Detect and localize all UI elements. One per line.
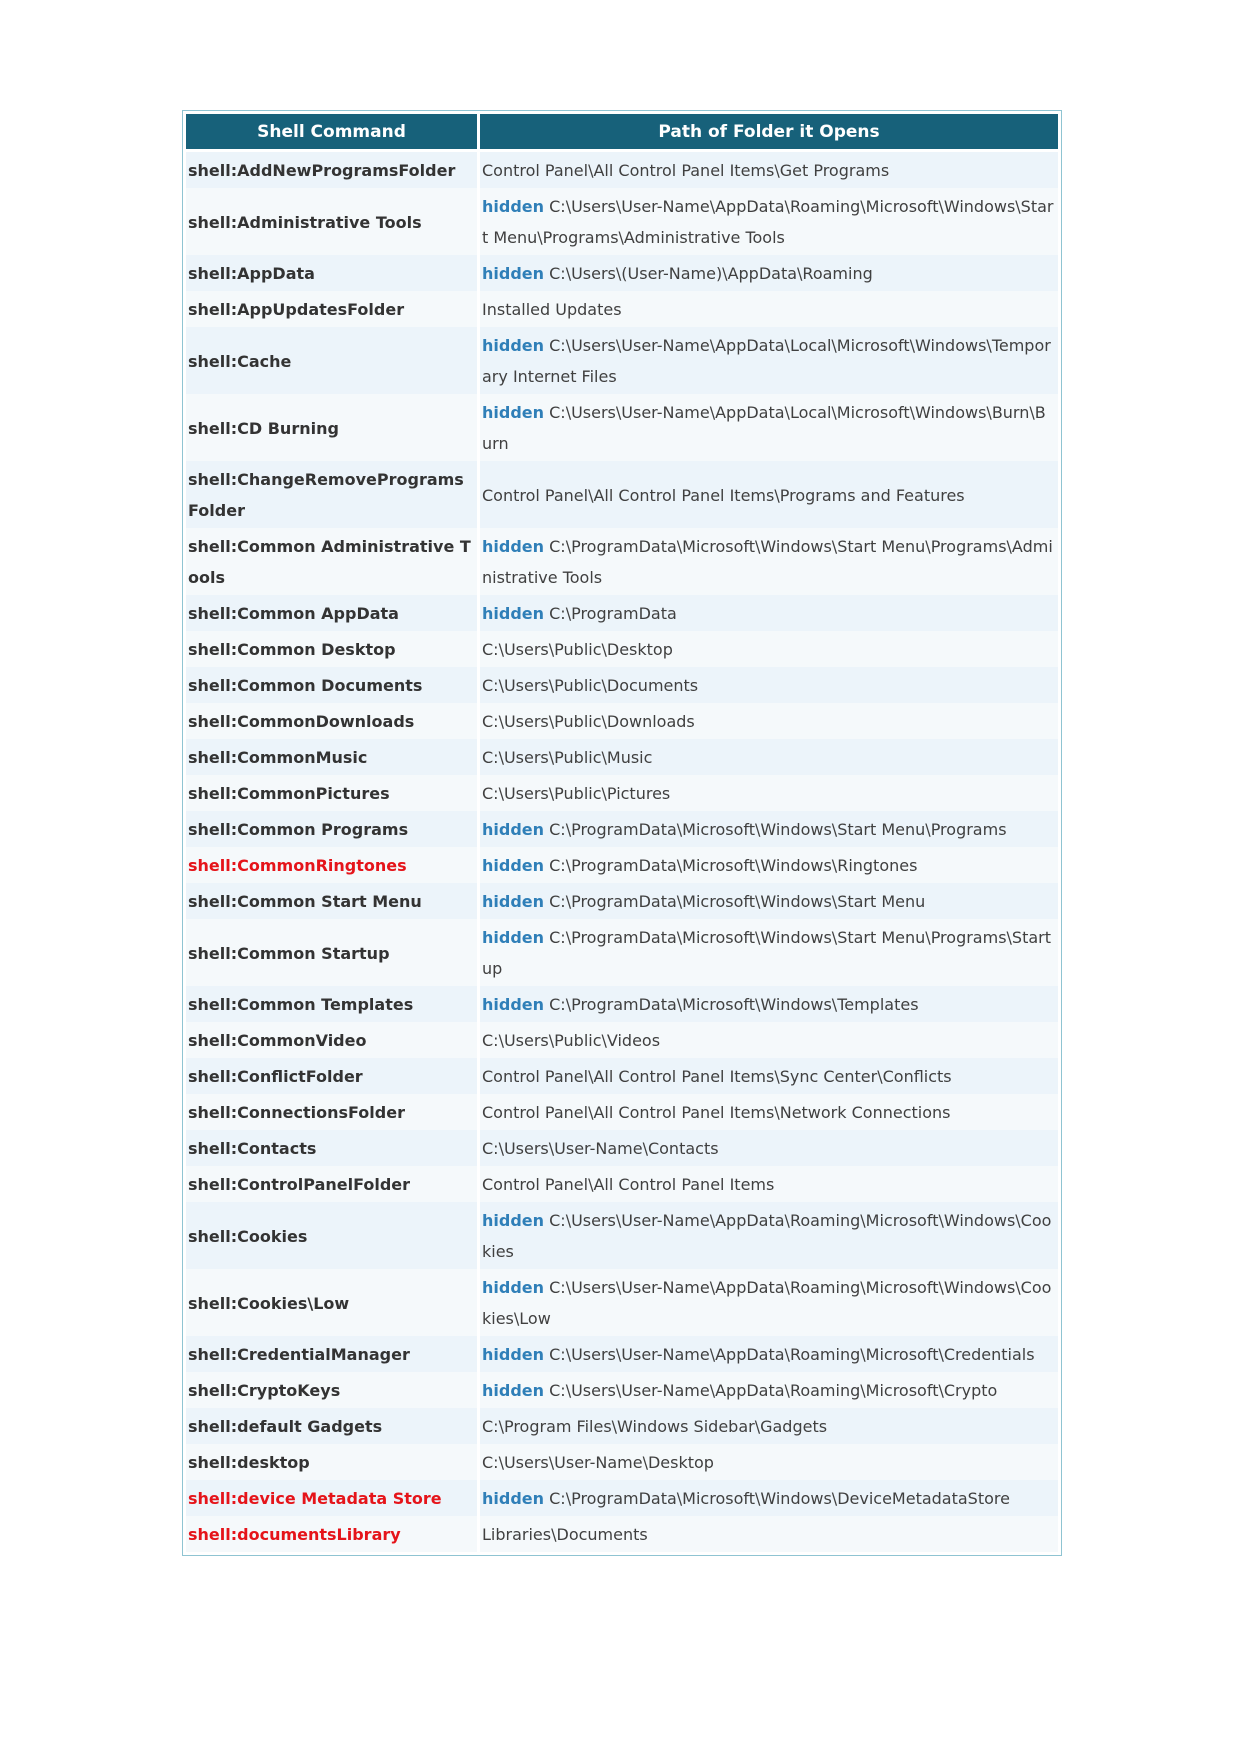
folder-path-cell xyxy=(480,739,1058,775)
shell-command-cell: shell:AppUpdatesFolder xyxy=(186,291,477,327)
folder-path-cell xyxy=(480,528,1058,595)
folder-path-cell xyxy=(480,775,1058,811)
hidden-label: hidden xyxy=(482,604,545,623)
shell-command-cell: shell:Cache xyxy=(186,327,477,394)
table-row xyxy=(186,667,1058,703)
folder-path-text: C:\Users\User-Name\AppData\Local\Microsoft\Windows\Burn\Burn xyxy=(482,403,1046,453)
folder-path-cell xyxy=(480,986,1058,1022)
folder-path-text: Control Panel\All Control Panel Items\Network Connections xyxy=(482,1103,951,1122)
shell-command-cell: shell:ChangeRemoveProgramsFolder xyxy=(186,461,477,528)
folder-path-text: C:\ProgramData\Microsoft\Windows\Start Menu\Programs xyxy=(549,820,1007,839)
shell-command-cell: shell:CommonVideo xyxy=(186,1022,477,1058)
hidden-label: hidden xyxy=(482,995,545,1014)
hidden-label: hidden xyxy=(482,928,545,947)
table-row xyxy=(186,1269,1058,1336)
hidden-label: hidden xyxy=(482,1381,545,1400)
table-row xyxy=(186,1444,1058,1480)
folder-path-cell xyxy=(480,1336,1058,1372)
folder-path-cell xyxy=(480,327,1058,394)
folder-path-cell xyxy=(480,1372,1058,1408)
folder-path-cell xyxy=(480,1130,1058,1166)
folder-path-cell xyxy=(480,847,1058,883)
table-header-row xyxy=(186,114,1058,152)
column-header-folder-path: Path of Folder it Opens xyxy=(480,114,1058,152)
hidden-label: hidden xyxy=(482,892,545,911)
table-row xyxy=(186,883,1058,919)
folder-path-text: C:\ProgramData\Microsoft\Windows\Ringtones xyxy=(549,856,918,875)
folder-path-text: Control Panel\All Control Panel Items\Get Programs xyxy=(482,161,890,180)
shell-command-cell: shell:Common Start Menu xyxy=(186,883,477,919)
folder-path-cell xyxy=(480,1094,1058,1130)
table-row xyxy=(186,703,1058,739)
table-row xyxy=(186,1372,1058,1408)
table-row xyxy=(186,847,1058,883)
table-row xyxy=(186,291,1058,327)
shell-command-cell: shell:Administrative Tools xyxy=(186,188,477,255)
folder-path-cell xyxy=(480,667,1058,703)
shell-command-cell: shell:Common Desktop xyxy=(186,631,477,667)
folder-path-cell xyxy=(480,1408,1058,1444)
folder-path-text: C:\Users\(User-Name)\AppData\Roaming xyxy=(549,264,873,283)
table-body xyxy=(186,152,1058,1552)
folder-path-cell xyxy=(480,1166,1058,1202)
shell-command-cell: shell:ConflictFolder xyxy=(186,1058,477,1094)
folder-path-text: C:\Users\User-Name\AppData\Roaming\Microsoft\Windows\Cookies\Low xyxy=(482,1278,1052,1328)
folder-path-text: C:\Users\Public\Desktop xyxy=(482,640,673,659)
table-row xyxy=(186,1202,1058,1269)
folder-path-text: C:\ProgramData\Microsoft\Windows\Start Menu\Programs\Administrative Tools xyxy=(482,537,1053,587)
hidden-label: hidden xyxy=(482,1345,545,1364)
folder-path-text: C:\Users\Public\Documents xyxy=(482,676,699,695)
folder-path-text: Installed Updates xyxy=(482,300,622,319)
shell-command-cell: shell:default Gadgets xyxy=(186,1408,477,1444)
shell-command-cell: shell:desktop xyxy=(186,1444,477,1480)
table-row xyxy=(186,775,1058,811)
folder-path-cell xyxy=(480,883,1058,919)
folder-path-cell xyxy=(480,152,1058,188)
folder-path-text: C:\ProgramData\Microsoft\Windows\Templates xyxy=(549,995,919,1014)
table-row xyxy=(186,1094,1058,1130)
shell-command-cell: shell:Contacts xyxy=(186,1130,477,1166)
column-header-shell-command: Shell Command xyxy=(186,114,477,152)
folder-path-cell xyxy=(480,1516,1058,1552)
hidden-label: hidden xyxy=(482,856,545,875)
folder-path-cell xyxy=(480,394,1058,461)
hidden-label: hidden xyxy=(482,820,545,839)
folder-path-text: C:\Users\Public\Downloads xyxy=(482,712,695,731)
folder-path-text: C:\Users\User-Name\Contacts xyxy=(482,1139,719,1158)
folder-path-cell xyxy=(480,1202,1058,1269)
shell-command-cell: shell:device Metadata Store xyxy=(186,1480,477,1516)
shell-command-cell: shell:CredentialManager xyxy=(186,1336,477,1372)
folder-path-text: C:\Users\User-Name\Desktop xyxy=(482,1453,714,1472)
hidden-label: hidden xyxy=(482,1211,545,1230)
shell-command-cell: shell:ConnectionsFolder xyxy=(186,1094,477,1130)
shell-command-cell: shell:Common AppData xyxy=(186,595,477,631)
table-row xyxy=(186,1408,1058,1444)
hidden-label: hidden xyxy=(482,403,545,422)
table-row xyxy=(186,811,1058,847)
table-row xyxy=(186,327,1058,394)
folder-path-cell xyxy=(480,291,1058,327)
hidden-label: hidden xyxy=(482,264,545,283)
folder-path-cell xyxy=(480,811,1058,847)
table-row xyxy=(186,188,1058,255)
table-row xyxy=(186,1166,1058,1202)
folder-path-text: C:\Program Files\Windows Sidebar\Gadgets xyxy=(482,1417,828,1436)
folder-path-cell xyxy=(480,631,1058,667)
folder-path-cell xyxy=(480,595,1058,631)
shell-command-cell: shell:CommonPictures xyxy=(186,775,477,811)
table-row xyxy=(186,595,1058,631)
shell-command-cell: shell:Common Programs xyxy=(186,811,477,847)
folder-path-cell xyxy=(480,255,1058,291)
hidden-label: hidden xyxy=(482,197,545,216)
table-row xyxy=(186,152,1058,188)
table-row xyxy=(186,528,1058,595)
folder-path-cell xyxy=(480,1269,1058,1336)
table-row xyxy=(186,1516,1058,1552)
folder-path-text: C:\Users\User-Name\AppData\Roaming\Microsoft\Credentials xyxy=(549,1345,1035,1364)
shell-command-cell: shell:ControlPanelFolder xyxy=(186,1166,477,1202)
table-row xyxy=(186,739,1058,775)
hidden-label: hidden xyxy=(482,537,545,556)
folder-path-text: C:\Users\Public\Pictures xyxy=(482,784,671,803)
folder-path-text: C:\Users\User-Name\AppData\Roaming\Microsoft\Windows\Cookies xyxy=(482,1211,1052,1261)
shell-command-cell: shell:Common Templates xyxy=(186,986,477,1022)
folder-path-cell xyxy=(480,919,1058,986)
shell-command-cell: shell:AppData xyxy=(186,255,477,291)
folder-path-cell xyxy=(480,461,1058,528)
folder-path-text: C:\ProgramData xyxy=(549,604,677,623)
folder-path-cell xyxy=(480,1022,1058,1058)
shell-command-cell: shell:Common Startup xyxy=(186,919,477,986)
shell-command-cell: shell:CommonRingtones xyxy=(186,847,477,883)
folder-path-text: C:\ProgramData\Microsoft\Windows\DeviceMetadataStore xyxy=(549,1489,1010,1508)
table-row xyxy=(186,1022,1058,1058)
folder-path-text: Control Panel\All Control Panel Items\Sync Center\Conflicts xyxy=(482,1067,952,1086)
folder-path-text: C:\Users\Public\Music xyxy=(482,748,653,767)
table-row xyxy=(186,1058,1058,1094)
folder-path-text: Control Panel\All Control Panel Items\Programs and Features xyxy=(482,485,965,505)
table-row xyxy=(186,986,1058,1022)
hidden-label: hidden xyxy=(482,1278,545,1297)
table-row xyxy=(186,461,1058,528)
folder-path-cell xyxy=(480,1058,1058,1094)
hidden-label: hidden xyxy=(482,336,545,355)
shell-command-cell: shell:documentsLibrary xyxy=(186,1516,477,1552)
folder-path-cell xyxy=(480,1480,1058,1516)
shell-command-cell: shell:CD Burning xyxy=(186,394,477,461)
shell-command-cell: shell:Common Documents xyxy=(186,667,477,703)
shell-command-cell: shell:Cookies\Low xyxy=(186,1269,477,1336)
folder-path-text: C:\Users\User-Name\AppData\Roaming\Microsoft\Crypto xyxy=(549,1381,998,1400)
folder-path-cell xyxy=(480,703,1058,739)
table-row xyxy=(186,1130,1058,1166)
table-row xyxy=(186,255,1058,291)
hidden-label: hidden xyxy=(482,1489,545,1508)
folder-path-cell xyxy=(480,188,1058,255)
shell-command-cell: shell:CommonDownloads xyxy=(186,703,477,739)
shell-commands-table-container xyxy=(182,110,1062,1556)
folder-path-text: C:\ProgramData\Microsoft\Windows\Start Menu xyxy=(549,892,926,911)
folder-path-text: Control Panel\All Control Panel Items xyxy=(482,1175,775,1194)
folder-path-cell xyxy=(480,1444,1058,1480)
folder-path-text: C:\Users\User-Name\AppData\Local\Microsoft\Windows\Temporary Internet Files xyxy=(482,336,1051,386)
folder-path-text: Libraries\Documents xyxy=(482,1525,648,1544)
table-row xyxy=(186,1480,1058,1516)
folder-path-text: C:\ProgramData\Microsoft\Windows\Start Menu\Programs\Startup xyxy=(482,928,1052,978)
folder-path-text: C:\Users\Public\Videos xyxy=(482,1031,661,1050)
shell-command-cell: shell:AddNewProgramsFolder xyxy=(186,152,477,188)
shell-command-cell: shell:CommonMusic xyxy=(186,739,477,775)
table-row xyxy=(186,919,1058,986)
folder-path-text: C:\Users\User-Name\AppData\Roaming\Microsoft\Windows\Start Menu\Programs\Administrative Tools xyxy=(482,197,1054,247)
shell-command-cell: shell:Cookies xyxy=(186,1202,477,1269)
shell-commands-table xyxy=(183,114,1061,1552)
shell-command-cell: shell:CryptoKeys xyxy=(186,1372,477,1408)
table-row xyxy=(186,631,1058,667)
table-row xyxy=(186,1336,1058,1372)
table-row xyxy=(186,394,1058,461)
shell-command-cell: shell:Common Administrative Tools xyxy=(186,528,477,595)
